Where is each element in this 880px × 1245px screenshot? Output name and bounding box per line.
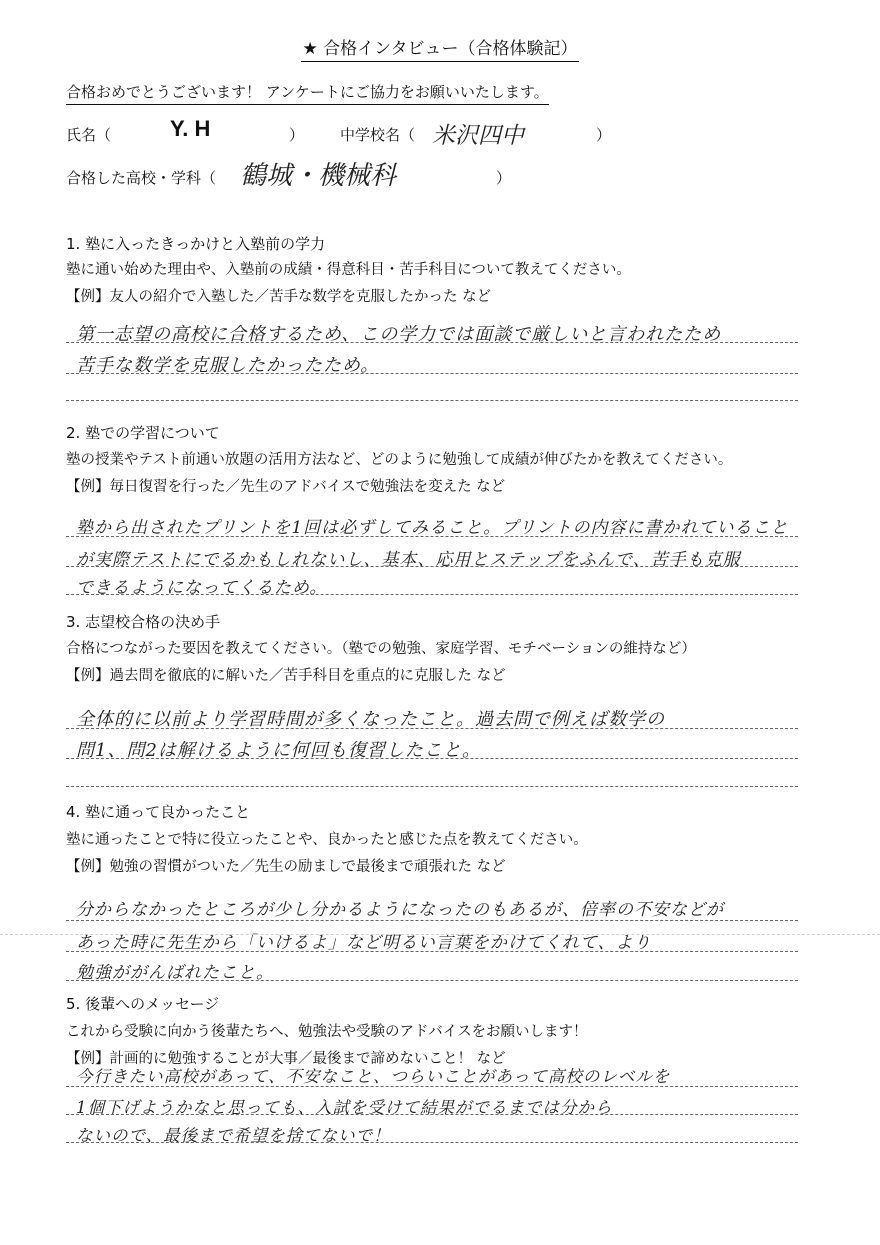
answer-rule [66, 951, 798, 952]
section-2-answer-line: 塾から出されたプリントを1回は必ずしてみること。プリントの内容に書かれていること [76, 518, 789, 538]
name-value: Y. H [170, 116, 211, 141]
answer-rule [66, 980, 798, 981]
answer-rule [66, 758, 798, 759]
section-4-answer-line: あった時に先生から「いけるよ」など明るい言葉をかけてくれて、より [76, 933, 652, 953]
section-5-answer-line: ないので、最後まで希望を捨てないで！ [76, 1126, 391, 1145]
name-label: 氏名（ [66, 126, 112, 144]
section-4-title: 4. 塾に通って良かったこと [66, 803, 251, 821]
section-4-example: 【例】勉強の習慣がついた／先生の励ましで最後まで頑張れた など [66, 859, 506, 875]
section-5-answer-line: 1個下げようかなと思っても、入試を受けて結果がでるまでは分から [76, 1098, 613, 1117]
answer-rule [66, 400, 798, 401]
school-value: 米沢四中 [432, 123, 524, 149]
answer-rule [66, 1114, 798, 1115]
section-5-title: 5. 後輩へのメッセージ [66, 995, 220, 1013]
highschool-close: ） [496, 169, 512, 187]
school-label: 中学校名（ [340, 126, 416, 144]
section-1-answer-line: 苦手な数学を克服したかったため。 [76, 355, 380, 376]
section-3-desc: 合格につながった要因を教えてください。（塾での勉強、家庭学習、モチベーションの維持など） [66, 641, 696, 657]
section-3-answer-line: 問1、問2は解けるように何回も復習したこと。 [76, 740, 481, 761]
greeting-text: 合格おめでとうございます！ アンケートにご協力をお願いいたします。 [66, 81, 549, 105]
document-title: ★ 合格インタビュー（合格体験記） [0, 34, 880, 59]
answer-rule [66, 1086, 798, 1087]
answer-rule [66, 342, 798, 343]
section-1-desc: 塾に通い始めた理由や、入塾前の成績・得意科目・苦手科目について教えてください。 [66, 262, 631, 278]
name-close: ） [289, 126, 305, 144]
section-4-desc: 塾に通ったことで特に役立ったことや、良かったと感じた点を教えてください。 [66, 832, 588, 848]
section-2-answer-line: できるようになってくるため。 [76, 578, 328, 598]
answer-rule [66, 920, 798, 921]
answer-rule [66, 728, 798, 729]
highschool-label: 合格した高校・学科（ [66, 169, 217, 187]
section-3-example: 【例】過去問を徹底的に解いた／苦手科目を重点的に克服した など [66, 668, 506, 684]
school-close: ） [596, 126, 612, 144]
section-3-title: 3. 志望校合格の決め手 [66, 613, 221, 631]
highschool-value: 鶴城・機械科 [240, 161, 397, 191]
answer-rule [66, 566, 798, 567]
section-5-desc: これから受験に向かう後輩たちへ、勉強法や受験のアドバイスをお願いします！ [66, 1024, 588, 1040]
section-2-answer-line: が実際テストにでるかもしれないし、基本、応用とステップをふんで、苦手も克服 [76, 550, 741, 570]
section-2-example: 【例】毎日復習を行った／先生のアドバイスで勉強法を変えた など [66, 479, 506, 495]
answer-rule [66, 536, 798, 537]
section-5-answer-line: 今行きたい高校があって、不安なこと、つらいことがあって高校のレベルを [76, 1067, 671, 1086]
answer-rule [66, 1142, 798, 1143]
answer-rule [66, 373, 798, 374]
scan-fold-line [0, 934, 880, 935]
section-2-title: 2. 塾での学習について [66, 424, 220, 442]
section-1-example: 【例】友人の紹介で入塾した／苦手な数学を克服したかった など [66, 289, 492, 305]
section-4-answer-line: 分からなかったところが少し分かるようになったのもあるが、倍率の不安などが [76, 900, 724, 920]
section-5-example: 【例】計画的に勉強することが大事／最後まで諦めないこと！ など [66, 1051, 506, 1067]
section-3-answer-line: 全体的に以前より学習時間が多くなったこと。過去問で例えば数学の [76, 709, 665, 730]
section-1-answer-line: 第一志望の高校に合格するため、この学力では面談で厳しいと言われたため [76, 324, 722, 345]
section-1-title: 1. 塾に入ったきっかけと入塾前の学力 [66, 235, 326, 253]
section-4-answer-line: 勉強ががんばれたこと。 [76, 963, 274, 983]
answer-rule [66, 594, 798, 595]
answer-rule [66, 786, 798, 787]
section-2-desc: 塾の授業やテスト前通い放題の活用方法など、どのように勉強して成績が伸びたかを教えてください。 [66, 452, 733, 468]
